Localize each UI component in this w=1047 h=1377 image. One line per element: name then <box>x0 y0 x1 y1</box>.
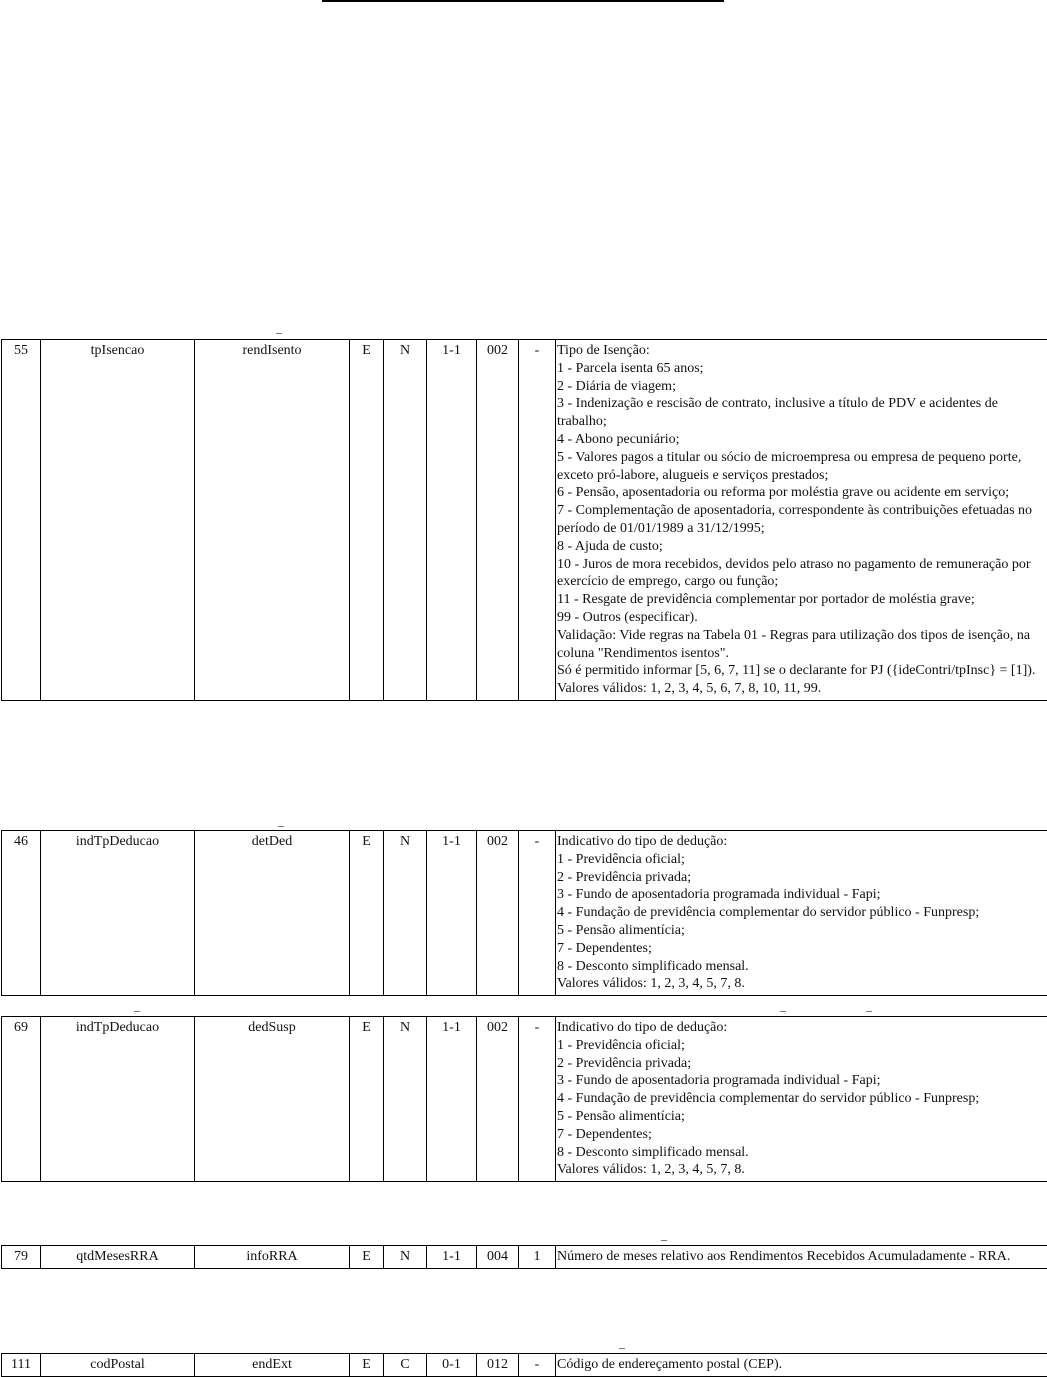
description-line: 1 - Parcela isenta 65 anos; <box>557 360 1047 378</box>
description-line: 8 - Ajuda de custo; <box>557 538 1047 556</box>
cell-size: 002 <box>477 1017 519 1182</box>
cell-occurrence: 1-1 <box>427 831 477 996</box>
description-line: Só é permitido informar [5, 6, 7, 11] se o declarante for PJ ({ideContri/tpInsc} = [1]). <box>557 662 1047 680</box>
cell-decimals: - <box>519 1017 556 1182</box>
cell-data-type: N <box>384 831 427 996</box>
description-line: 3 - Fundo de aposentadoria programada individual - Fapi; <box>557 1072 1047 1090</box>
cell-occurrence: 0-1 <box>427 1354 477 1377</box>
cell-size: 002 <box>477 340 519 701</box>
description-line: Validação: Vide regras na Tabela 01 - Regras para utilização dos tipos de isenção, na coluna "Rendimentos isentos". <box>557 627 1047 663</box>
description-line: 5 - Pensão alimentícia; <box>557 922 1047 940</box>
scan-tick-mark <box>134 1011 140 1012</box>
cell-data-type: C <box>384 1354 427 1377</box>
description-line: 2 - Diária de viagem; <box>557 378 1047 396</box>
description-line: 8 - Desconto simplificado mensal. <box>557 958 1047 976</box>
cell-data-type: N <box>384 1017 427 1182</box>
field-table-indTpDeducao-detDed <box>1 830 1047 996</box>
description-line: 10 - Juros de mora recebidos, devidos pelo atraso no pagamento de remuneração por exercício de emprego, cargo ou função; <box>557 556 1047 592</box>
cell-element-type: E <box>350 831 384 996</box>
cell-size: 004 <box>477 1246 519 1269</box>
cell-decimals: 1 <box>519 1246 556 1269</box>
description-line: Indicativo do tipo de dedução: <box>557 833 1047 851</box>
cell-decimals: - <box>519 831 556 996</box>
cell-parent-group: dedSusp <box>195 1017 350 1182</box>
description-line: 4 - Abono pecuniário; <box>557 431 1047 449</box>
cell-parent-group: endExt <box>195 1354 350 1377</box>
cell-description <box>556 1246 1047 1269</box>
cell-field-name: qtdMesesRRA <box>41 1246 195 1269</box>
cell-decimals: - <box>519 340 556 701</box>
cell-description <box>556 1017 1047 1182</box>
cell-data-type: N <box>384 340 427 701</box>
cell-number: 46 <box>2 831 41 996</box>
description-line: 6 - Pensão, aposentadoria ou reforma por moléstia grave ou acidente em serviço; <box>557 484 1047 502</box>
description-line: Valores válidos: 1, 2, 3, 4, 5, 7, 8. <box>557 1161 1047 1179</box>
table-row <box>2 1354 1047 1377</box>
description-line: 2 - Previdência privada; <box>557 869 1047 887</box>
cell-number: 55 <box>2 340 41 701</box>
cell-parent-group: infoRRA <box>195 1246 350 1269</box>
description-line: 1 - Previdência oficial; <box>557 851 1047 869</box>
cell-size: 012 <box>477 1354 519 1377</box>
field-table-indTpDeducao-dedSusp <box>1 1016 1047 1182</box>
scan-tick-mark <box>780 1011 786 1012</box>
cell-description <box>556 340 1047 701</box>
description-line: 3 - Indenização e rescisão de contrato, inclusive a título de PDV e acidentes de trabalho; <box>557 395 1047 431</box>
cell-data-type: N <box>384 1246 427 1269</box>
description-line: 11 - Resgate de previdência complementar por portador de moléstia grave; <box>557 591 1047 609</box>
table-row <box>2 831 1047 996</box>
table-row <box>2 340 1047 701</box>
cell-decimals: - <box>519 1354 556 1377</box>
description-line: 5 - Valores pagos a titular ou sócio de microempresa ou empresa de pequeno porte, exceto pró-labore, alugueis e serviços prestados; <box>557 449 1047 485</box>
scan-tick-mark <box>278 826 284 827</box>
table-row <box>2 1017 1047 1182</box>
description-line: Tipo de Isenção: <box>557 342 1047 360</box>
cell-occurrence: 1-1 <box>427 1017 477 1182</box>
description-line: Valores válidos: 1, 2, 3, 4, 5, 7, 8. <box>557 975 1047 993</box>
description-line: 2 - Previdência privada; <box>557 1055 1047 1073</box>
cell-element-type: E <box>350 1354 384 1377</box>
cell-parent-group: rendIsento <box>195 340 350 701</box>
description-line: 4 - Fundação de previdência complementar do servidor público - Funpresp; <box>557 1090 1047 1108</box>
cell-occurrence: 1-1 <box>427 1246 477 1269</box>
description-line: 99 - Outros (especificar). <box>557 609 1047 627</box>
cell-field-name: codPostal <box>41 1354 195 1377</box>
description-line: Indicativo do tipo de dedução: <box>557 1019 1047 1037</box>
table-row <box>2 1246 1047 1269</box>
cell-occurrence: 1-1 <box>427 340 477 701</box>
description-line: 8 - Desconto simplificado mensal. <box>557 1144 1047 1162</box>
cell-element-type: E <box>350 340 384 701</box>
scan-tick-mark <box>661 1240 667 1241</box>
cell-parent-group: detDed <box>195 831 350 996</box>
description-line: Código de endereçamento postal (CEP). <box>557 1356 1047 1374</box>
description-line: 7 - Dependentes; <box>557 940 1047 958</box>
cell-size: 002 <box>477 831 519 996</box>
cell-element-type: E <box>350 1246 384 1269</box>
description-line: Número de meses relativo aos Rendimentos Recebidos Acumuladamente - RRA. <box>557 1248 1047 1266</box>
description-line: 5 - Pensão alimentícia; <box>557 1108 1047 1126</box>
scan-tick-mark <box>276 333 282 334</box>
field-table-tpIsencao <box>1 339 1047 701</box>
cell-field-name: indTpDeducao <box>41 831 195 996</box>
cell-number: 69 <box>2 1017 41 1182</box>
cell-number: 111 <box>2 1354 41 1377</box>
cell-description <box>556 831 1047 996</box>
cell-description <box>556 1354 1047 1377</box>
description-line: Valores válidos: 1, 2, 3, 4, 5, 6, 7, 8, 10, 11, 99. <box>557 680 1047 698</box>
cell-number: 79 <box>2 1246 41 1269</box>
top-rule <box>322 0 724 2</box>
field-table-codPostal <box>1 1353 1047 1377</box>
field-table-qtdMesesRRA <box>1 1245 1047 1269</box>
description-line: 7 - Dependentes; <box>557 1126 1047 1144</box>
cell-field-name: tpIsencao <box>41 340 195 701</box>
scan-tick-mark <box>866 1011 872 1012</box>
description-line: 1 - Previdência oficial; <box>557 1037 1047 1055</box>
cell-element-type: E <box>350 1017 384 1182</box>
scan-tick-mark <box>619 1348 625 1349</box>
description-line: 7 - Complementação de aposentadoria, correspondente às contribuições efetuadas no período de 01/01/1989 a 31/12/1995; <box>557 502 1047 538</box>
description-line: 3 - Fundo de aposentadoria programada individual - Fapi; <box>557 886 1047 904</box>
cell-field-name: indTpDeducao <box>41 1017 195 1182</box>
description-line: 4 - Fundação de previdência complementar do servidor público - Funpresp; <box>557 904 1047 922</box>
